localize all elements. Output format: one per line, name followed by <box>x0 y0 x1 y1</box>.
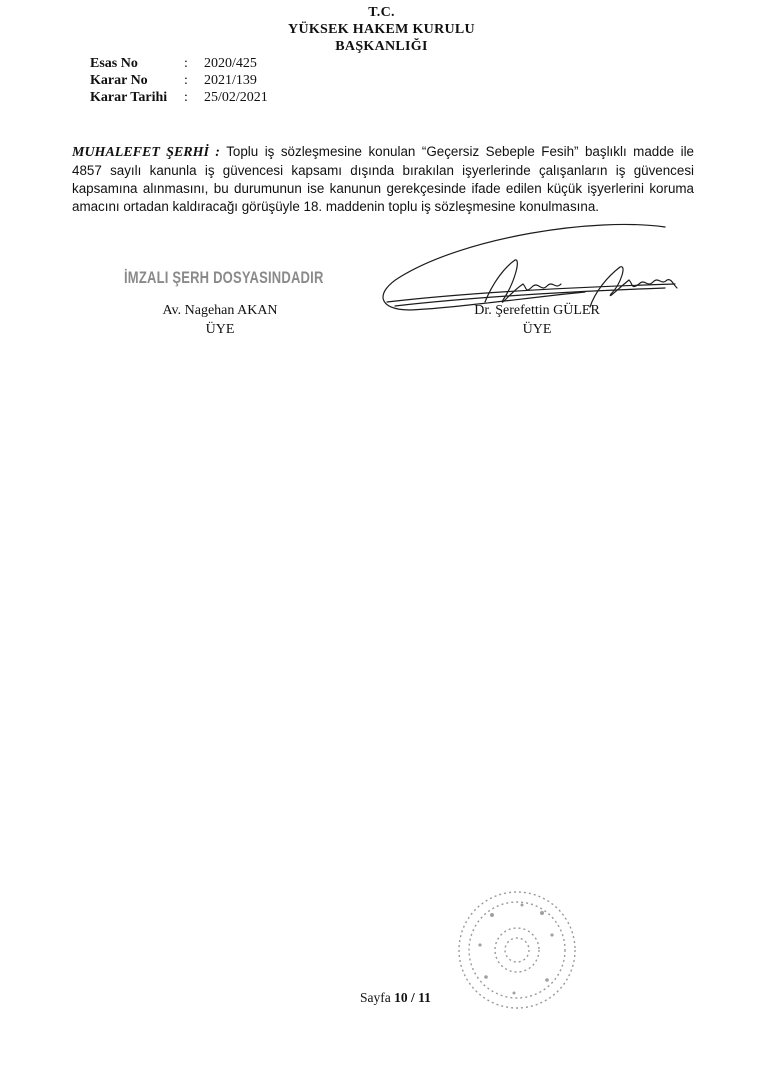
left-signatory-name: Av. Nagehan AKAN <box>162 303 278 318</box>
page-number-value: 10 / 11 <box>394 990 431 1005</box>
meta-sep-esas: : <box>184 56 188 71</box>
dissent-heading: MUHALEFET ŞERHİ : <box>72 145 220 160</box>
meta-value-esas: 2020/425 <box>204 56 257 71</box>
dissent-paragraph <box>72 143 694 216</box>
meta-label-karar: Karar No <box>90 73 148 88</box>
right-signatory-role: ÜYE <box>522 322 552 337</box>
meta-label-tarih: Karar Tarihi <box>90 90 168 105</box>
meta-sep-tarih: : <box>184 90 188 105</box>
meta-label-esas: Esas No <box>90 56 138 71</box>
meta-value-tarih: 25/02/2021 <box>204 90 268 105</box>
header-institution: YÜKSEK HAKEM KURULU <box>288 22 475 37</box>
meta-value-karar: 2021/139 <box>204 73 257 88</box>
header-department: BAŞKANLIĞI <box>335 39 428 54</box>
meta-sep-karar: : <box>184 73 188 88</box>
signed-copy-stamp: İMZALI ŞERH DOSYASINDADIR <box>124 268 324 287</box>
left-signatory-role: ÜYE <box>205 322 235 337</box>
official-seal <box>452 885 582 1015</box>
right-signatory-name: Dr. Şerefettin GÜLER <box>474 303 600 318</box>
page-number <box>360 990 431 1006</box>
header-tc: T.C. <box>368 5 395 20</box>
page-number-prefix: Sayfa <box>360 990 391 1005</box>
dissent-text: Toplu iş sözleşmesine konulan “Geçersiz Sebeple Fesih” başlıklı madde ile 4857 sayılı kanunla iş güvencesi kapsamı dışında bırakılan işyerlerinde çalışanların iş güvencesi kapsamına alınmasını, bu durumunun ise kanunun gerekçesinde ifade edilen küçük işyerlerini koruma amacını ortadan kaldıracağı görüşüyle 18. maddenin toplu iş sözleşmesine konulmasına. <box>72 144 694 214</box>
